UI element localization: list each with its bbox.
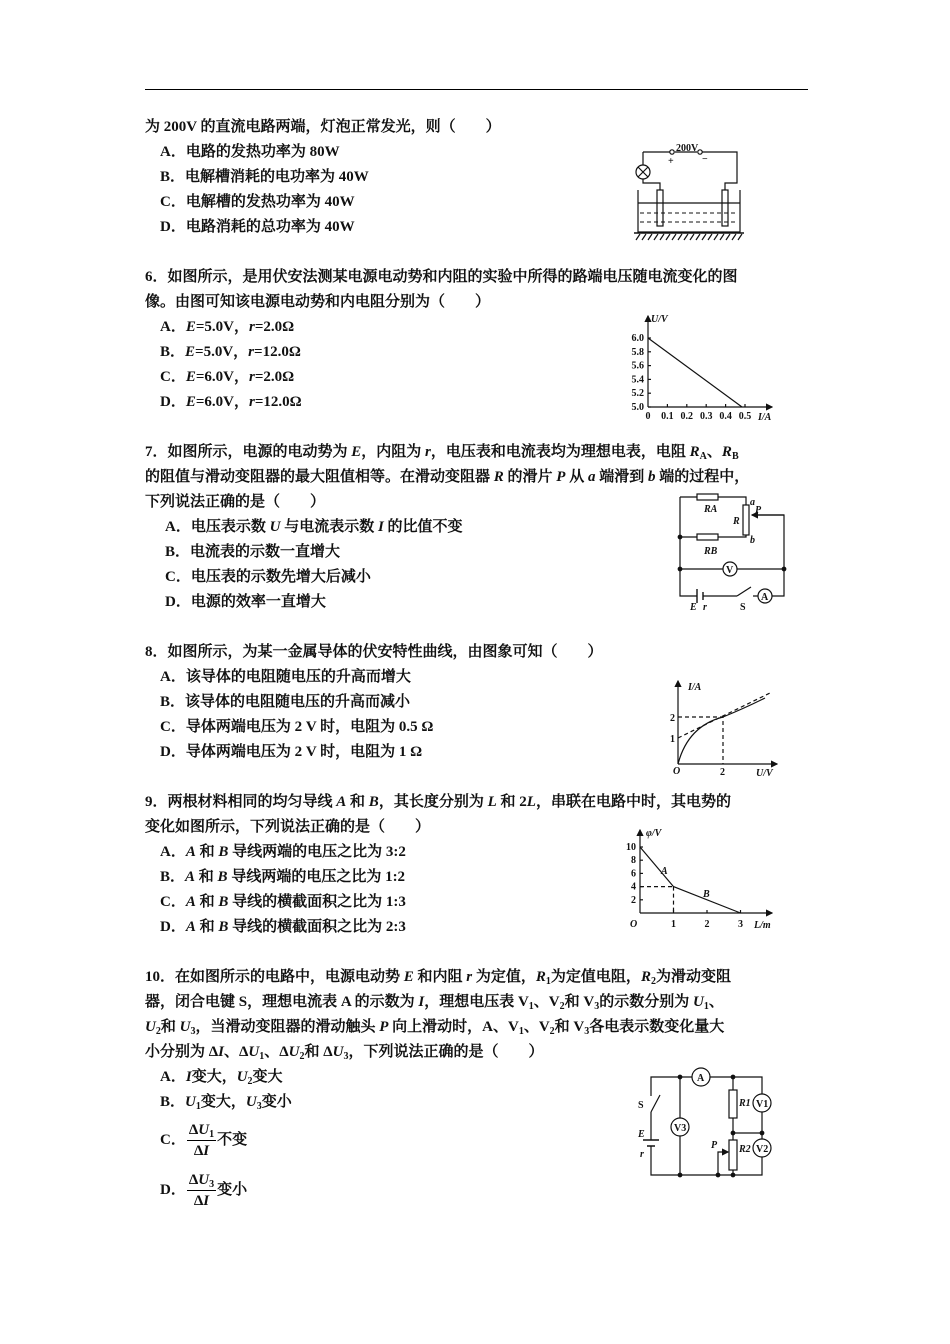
u-i-line <box>648 338 742 407</box>
text-run: =5.0V， <box>195 344 249 360</box>
subscript: 2 <box>549 1026 555 1037</box>
y-tick-label: 6 <box>631 868 636 880</box>
text-run: Δ <box>193 1143 204 1160</box>
text-run: Δ <box>188 1172 199 1189</box>
italic-symbol: R <box>640 969 651 985</box>
italic-symbol: U <box>179 1019 191 1035</box>
italic-symbol: P <box>379 1019 389 1035</box>
text-run: A．电路的发热功率为 80W <box>160 144 340 160</box>
text-run: C． <box>160 894 186 910</box>
italic-symbol: E <box>403 969 414 985</box>
italic-symbol: b <box>648 469 656 485</box>
rheostat-r <box>743 505 749 535</box>
label-ammeter: A <box>761 592 769 603</box>
text-run: 和 <box>195 919 219 935</box>
text-run: =6.0V， <box>195 394 249 410</box>
text-run: 和内阻 <box>413 969 467 985</box>
meters-circuit-figure <box>637 1068 771 1177</box>
text-run: 和 <box>195 844 219 860</box>
text-run: 与电流表示数 <box>280 519 378 535</box>
text-run: 8．如图所示，为某一金属导体的伏安特性曲线，由图象可知（ ） <box>145 644 603 660</box>
x-axis-label: I/A <box>758 412 772 423</box>
text-run: C．电解槽的发热功率为 40W <box>160 194 355 210</box>
label-r-internal: r <box>640 1149 644 1160</box>
text-run: 向上滑动时，A、V <box>388 1019 519 1035</box>
text-run: 和 2 <box>496 794 527 810</box>
label-e: E <box>690 602 697 613</box>
italic-symbol: A <box>185 894 196 910</box>
italic-symbol: E <box>185 394 196 410</box>
y-tick-label: 5.6 <box>631 360 644 372</box>
text-run: C． <box>160 369 186 385</box>
text-run: 变大 <box>252 1069 283 1085</box>
italic-symbol: E <box>185 319 196 335</box>
text-run: 为滑动变阻 <box>655 969 731 985</box>
text-run: D．导体两端电压为 2 V 时，电阻为 1 Ω <box>160 744 423 760</box>
label-v: V <box>726 565 734 576</box>
subscript: 1 <box>209 1129 215 1141</box>
segment-b-label: B <box>703 889 710 900</box>
italic-symbol: I <box>203 1193 210 1210</box>
text-run: 和 Δ <box>304 1044 333 1060</box>
italic-symbol: I <box>203 1143 210 1160</box>
text-run: 导线两端的电压之比为 1:2 <box>227 869 406 885</box>
subscript: 3 <box>209 1179 215 1191</box>
italic-symbol: R <box>535 969 546 985</box>
origin-label: O <box>630 919 638 930</box>
subscript: 1 <box>518 1026 524 1037</box>
text-run: =12.0Ω <box>254 344 301 360</box>
minus-sign: − <box>702 154 708 165</box>
italic-symbol: R <box>721 444 732 460</box>
label-a: a <box>750 497 755 508</box>
label-s: S <box>740 602 746 613</box>
text-run: ，电压表和电流表均为理想电表，电阻 <box>430 444 690 460</box>
text-run: 小分别为 Δ <box>145 1044 219 1060</box>
italic-symbol: L <box>487 794 497 810</box>
electrode-right <box>722 190 728 226</box>
y-tick-label: 5.8 <box>631 346 644 358</box>
text-run: 为 200V 的直流电路两端，灯泡正常发光，则（ ） <box>145 119 501 135</box>
x-tick-2: 2 <box>720 767 725 778</box>
text-run: 7．如图所示，电源的电动势为 <box>145 444 352 460</box>
switch-icon <box>737 587 751 596</box>
text-run: =2.0Ω <box>254 319 295 335</box>
electrode-left <box>657 190 663 226</box>
text-run: 和 <box>346 794 369 810</box>
text-run: 导线的横截面积之比为 2:3 <box>228 919 406 935</box>
italic-symbol: U <box>288 1044 300 1060</box>
text-run: Δ <box>193 1193 204 1210</box>
subscript: A <box>699 451 707 462</box>
label-ammeter: A <box>697 1073 705 1084</box>
text-run: 、 <box>706 444 722 460</box>
text-run: 、Δ <box>224 1044 249 1060</box>
text-run: 像。由图可知该电源电动势和内电阻分别为（ ） <box>145 294 491 310</box>
text-run: 变小 <box>261 1094 292 1110</box>
potential-segment <box>640 847 674 887</box>
text-run: 各电表示数变化量大 <box>589 1019 725 1035</box>
x-tick-label: 3 <box>738 919 743 930</box>
text-run: 和 <box>195 894 219 910</box>
text-run: 6．如图所示，是用伏安法测某电源电动势和内阻的实验中所得的路端电压随电流变化的图 <box>145 269 738 285</box>
plus-sign: + <box>668 156 674 167</box>
x-tick-label: 0.3 <box>699 411 713 422</box>
x-tick-label: 1 <box>671 919 676 930</box>
italic-symbol: r <box>249 319 255 335</box>
y-tick-label: 5.2 <box>631 388 644 400</box>
text-run: 从 <box>565 469 588 485</box>
text-run: 的比值不变 <box>383 519 463 535</box>
x-tick-label: 0.4 <box>719 411 732 422</box>
italic-symbol: A <box>185 844 196 860</box>
y-axis-label: U/V <box>651 314 668 325</box>
subscript: 3 <box>190 1026 196 1037</box>
y-tick-label: 2 <box>631 894 636 906</box>
label-v1: V1 <box>756 1099 769 1110</box>
italic-symbol: r <box>249 369 255 385</box>
italic-symbol: U <box>332 1044 344 1060</box>
text-run: 变化如图所示，下列说法正确的是（ ） <box>145 819 431 835</box>
text-run: A．该导体的电阻随电压的升高而增大 <box>160 669 411 685</box>
text-run: =5.0V， <box>195 319 249 335</box>
text-run: ，串联在电路中时，其电势的 <box>535 794 731 810</box>
text-run: C． <box>160 1132 186 1148</box>
text-run: D． <box>160 1182 186 1198</box>
text-run: A．电压表示数 <box>165 519 270 535</box>
text-run: A． <box>160 844 186 860</box>
label-r: R <box>733 516 740 527</box>
y-axis-label: φ/V <box>646 828 662 839</box>
subscript: 3 <box>256 1101 262 1112</box>
italic-symbol: B <box>368 794 379 810</box>
subscript: 1 <box>528 1001 534 1012</box>
text-run: B． <box>160 1094 186 1110</box>
italic-symbol: U <box>269 519 281 535</box>
label-p: P <box>755 505 762 516</box>
subscript: 1 <box>195 1101 201 1112</box>
text-run: 导线两端的电压之比为 3:2 <box>228 844 406 860</box>
x-tick-label: 0.1 <box>661 411 674 422</box>
text-run: D．电源的效率一直增大 <box>165 594 326 610</box>
x-tick-label: 0 <box>645 411 651 422</box>
text-run: 端的过程中， <box>655 469 750 485</box>
text-run: =6.0V， <box>195 369 249 385</box>
label-r-internal: r <box>703 602 707 613</box>
x-axis-label: U/V <box>756 768 773 779</box>
italic-symbol: U <box>693 994 704 1010</box>
text-run: 9．两根材料相同的均匀导线 <box>145 794 337 810</box>
text-run: ，内阻为 <box>361 444 426 460</box>
y-tick-label: 5.4 <box>631 374 644 386</box>
text-run: 导线的横截面积之比为 1:3 <box>228 894 406 910</box>
italic-symbol: B <box>217 869 228 885</box>
label-ra: RA <box>704 504 718 515</box>
text-run: 、V <box>523 1019 550 1035</box>
italic-symbol: I <box>185 1069 192 1085</box>
italic-symbol: U <box>185 1094 196 1110</box>
rheostat-circuit-figure <box>678 494 786 613</box>
subscript: 3 <box>594 1001 600 1012</box>
y-tick-label: 5.0 <box>631 402 644 413</box>
text-run: ，当滑动变阻器的滑动触头 <box>195 1019 380 1035</box>
italic-symbol: r <box>425 444 431 460</box>
origin-label: O <box>673 766 681 777</box>
text-run: 变大， <box>200 1094 246 1110</box>
italic-symbol: E <box>351 444 362 460</box>
text-run: =2.0Ω <box>254 369 295 385</box>
subscript: 2 <box>299 1051 305 1062</box>
label-v3: V3 <box>674 1123 687 1134</box>
italic-symbol: L <box>526 794 536 810</box>
italic-symbol: U <box>236 1069 248 1085</box>
italic-symbol: A <box>185 869 196 885</box>
subscript: 1 <box>259 1051 265 1062</box>
text-run: 、Δ <box>264 1044 289 1060</box>
y-tick-label: 6.0 <box>631 333 644 344</box>
text-run: 为定值， <box>472 969 536 985</box>
subscript: 1 <box>545 976 551 987</box>
italic-symbol: B <box>218 894 229 910</box>
text-run: ，理想电压表 V <box>424 994 529 1010</box>
text-run: 和 V <box>564 994 595 1010</box>
x-axis-label: L/m <box>754 920 771 931</box>
italic-symbol: r <box>249 394 255 410</box>
electrolysis-circuit-figure <box>634 143 744 240</box>
italic-symbol: I <box>418 994 425 1010</box>
resistor-r2 <box>729 1140 737 1170</box>
label-e: E <box>638 1129 645 1140</box>
text-run: 和 V <box>554 1019 585 1035</box>
text-run: C．导体两端电压为 2 V 时，电阻为 0.5 Ω <box>160 719 434 735</box>
y-tick-label: 4 <box>631 881 636 893</box>
potential-graph-figure <box>626 828 772 931</box>
text-run: 端滑到 <box>595 469 648 485</box>
italic-symbol: A <box>336 794 347 810</box>
text-run: 的示数分别为 <box>599 994 693 1010</box>
resistor-ra <box>697 494 718 500</box>
voltage-label: 200V <box>676 143 699 154</box>
label-p: P <box>711 1140 718 1151</box>
text-run: ，其长度分别为 <box>378 794 488 810</box>
y-tick-label: 8 <box>631 855 636 867</box>
italic-symbol: U <box>245 1094 257 1110</box>
italic-symbol: U <box>198 1172 210 1189</box>
italic-symbol: B <box>218 844 229 860</box>
text-run: =12.0Ω <box>254 394 302 410</box>
text-run: ，下列说法正确的是（ ） <box>348 1044 544 1060</box>
text-run: D．电路消耗的总功率为 40W <box>160 219 355 235</box>
italic-symbol: B <box>218 919 229 935</box>
text-run: A． <box>160 319 186 335</box>
text-run: A． <box>160 1069 186 1085</box>
italic-symbol: E <box>185 344 196 360</box>
text-run: 为定值电阻， <box>550 969 641 985</box>
label-b: b <box>750 535 755 546</box>
subscript: 2 <box>155 1026 161 1037</box>
text-run: 不变 <box>217 1132 248 1148</box>
text-run: D． <box>160 394 186 410</box>
y-tick-1: 1 <box>670 734 675 745</box>
subscript: 2 <box>559 1001 565 1012</box>
text-run: D． <box>160 919 186 935</box>
subscript: 3 <box>584 1026 590 1037</box>
text-run: B．电流表的示数一直增大 <box>165 544 341 560</box>
y-tick-2: 2 <box>670 713 675 724</box>
italic-symbol: P <box>556 469 566 485</box>
italic-symbol: I <box>377 519 384 535</box>
label-s: S <box>638 1100 644 1111</box>
italic-symbol: U <box>248 1044 260 1060</box>
text-run: B． <box>160 344 186 360</box>
x-tick-label: 0.5 <box>738 411 752 422</box>
label-v2: V2 <box>756 1144 769 1155</box>
subscript: 2 <box>650 976 656 987</box>
italic-symbol: A <box>185 919 196 935</box>
text-run: 器，闭合电键 S，理想电流表 A 的示数为 <box>145 994 419 1010</box>
italic-symbol: R <box>493 469 504 485</box>
text-run: 变小 <box>217 1182 248 1198</box>
text-run: 、V <box>533 994 560 1010</box>
italic-symbol: E <box>185 369 196 385</box>
text-run: 和 <box>195 869 218 885</box>
italic-symbol: U <box>145 1019 156 1035</box>
u-i-graph-figure <box>632 314 773 423</box>
x-tick-label: 2 <box>704 919 710 930</box>
italic-symbol: R <box>689 444 700 460</box>
italic-symbol: r <box>248 344 255 360</box>
label-r2: R2 <box>739 1144 751 1155</box>
subscript: 1 <box>703 1001 709 1012</box>
subscript: 2 <box>247 1076 253 1087</box>
y-tick-label: 10 <box>626 842 636 853</box>
text-run: B．电解槽消耗的电功率为 40W <box>160 169 369 185</box>
italic-symbol: a <box>587 469 596 485</box>
text-run: 的阻值与滑动变阻器的最大阻值相等。在滑动变阻器 <box>145 469 494 485</box>
i-u-curve-figure <box>670 681 777 779</box>
label-rb: RB <box>704 546 718 557</box>
text-run: Δ <box>188 1122 199 1139</box>
text-run: 10．在如图所示的电路中，电源电动势 <box>145 969 404 985</box>
italic-symbol: U <box>198 1122 210 1139</box>
text-run: B． <box>160 869 186 885</box>
resistor-rb <box>697 534 718 540</box>
text-run: B．该导体的电阻随电压的升高而减小 <box>160 694 411 710</box>
resistor-r1 <box>729 1090 737 1118</box>
italic-symbol: I <box>218 1044 224 1060</box>
text-run: 变大， <box>191 1069 237 1085</box>
x-tick-label: 0.2 <box>680 411 694 422</box>
segment-a-label: A <box>661 866 668 877</box>
text-run: 下列说法正确的是（ ） <box>145 494 326 510</box>
label-r1: R1 <box>739 1098 751 1109</box>
text-run: 、 <box>708 994 724 1010</box>
italic-symbol: r <box>466 969 473 985</box>
subscript: 3 <box>343 1051 349 1062</box>
subscript: B <box>731 451 739 462</box>
text-run: C．电压表的示数先增大后减小 <box>165 569 371 585</box>
y-axis-label: I/A <box>688 682 702 693</box>
text-run: 和 <box>160 1019 180 1035</box>
text-run: 的滑片 <box>503 469 557 485</box>
switch-icon <box>651 1095 660 1112</box>
